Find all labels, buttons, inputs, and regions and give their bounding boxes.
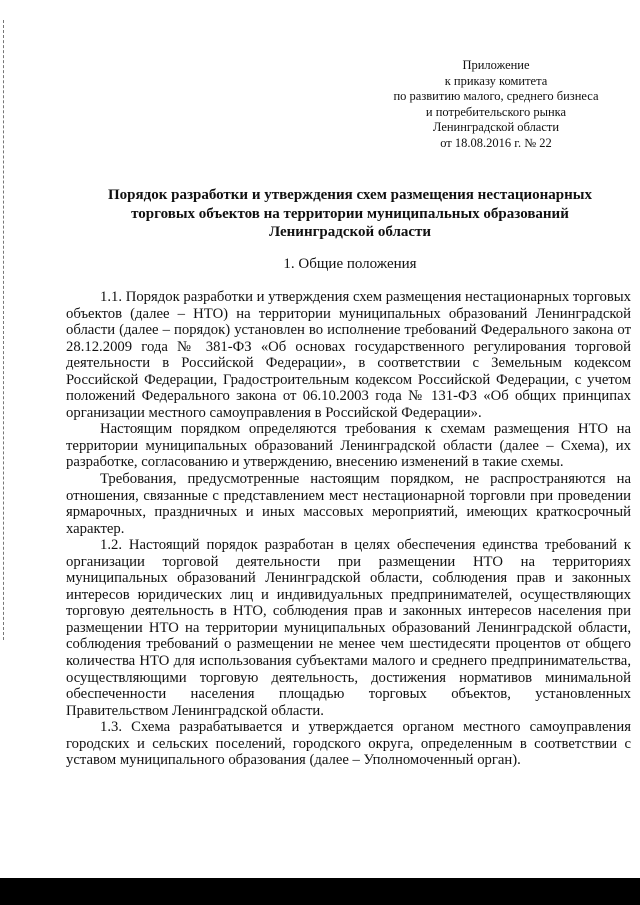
paragraph: 1.2. Настоящий порядок разработан в целях обеспечения единства требований к организации торговой деятельности при размещении НТО на территориях муниципальных образований Ленинградской области, соблюдения прав и законных интересов юридических лиц и индивидуальных предпринимателей, осуществляющих торговую деятельность в НТО, соблюдения прав и законных интересов населения при размещении НТО на территории муниципальных образований Ленинградской области, соблюдения требований о размещении не менее чем шестидесяти процентов от общего количества НТО для использования субъектами малого и среднего предпринимательства, осуществляющими торговую деятельность, достижения нормативов минимальной обеспеченности населения площадью торговых объектов, установленных Правительством Ленинградской области. xyxy=(66,537,631,719)
scan-bottom-border xyxy=(0,878,640,905)
appendix-line: и потребительского рынка xyxy=(425,104,567,119)
paragraph: Требования, предусмотренные настоящим порядком, не распространяются на отношения, связанные с представлением мест нестационарной торговли при проведении ярмарочных, праздничных и иных массовых мероприятий, имеющих краткосрочный характер. xyxy=(66,471,631,537)
title-line: Порядок разработки и утверждения схем размещения нестационарных xyxy=(108,187,592,203)
appendix-line: Приложение xyxy=(462,58,530,72)
title-line: торговых объектов на территории муниципальных образований xyxy=(131,205,569,222)
paragraph: 1.1. Порядок разработки и утверждения схем размещения нестационарных торговых объектов (далее – НТО) на территории муниципальных образований Ленинградской области (далее – порядок) установлен во исполнение требований Федерального закона от 28.12.2009 года № 381-ФЗ «Об основах государственного регулирования торговой деятельности в Российской Федерации», в соответствии с Земельным кодексом Российской Федерации, Градостроительным кодексом Российской Федерации, с учетом положений Федерального закона от 06.10.2003 года № 131-ФЗ «Об общих принципах организации местного самоуправления в Российской Федерации». xyxy=(66,289,631,421)
appendix-block xyxy=(360,58,632,152)
appendix-line: от 18.08.2016 г. № 22 xyxy=(440,135,552,150)
appendix-line: по развитию малого, среднего бизнеса xyxy=(393,89,599,104)
appendix-line: Ленинградской области xyxy=(432,120,560,135)
appendix-line: к приказу комитета xyxy=(444,73,548,88)
document-body xyxy=(66,289,631,769)
title-line: Ленинградской области xyxy=(268,224,432,241)
section-heading: 1. Общие положения xyxy=(283,256,417,272)
paragraph: 1.3. Схема разрабатывается и утверждается органом местного самоуправления городских и сельских поселений, городского округа, определенным в соответствии с уставом муниципального образования (далее – Уполномоченный орган). xyxy=(66,719,631,769)
paragraph: Настоящим порядком определяются требования к схемам размещения НТО на территории муниципальных образований Ленинградской области (далее – Схема), их разработке, согласованию и утверждению, внесению изменений в такие схемы. xyxy=(66,421,631,471)
left-margin-dashed-line xyxy=(3,20,4,640)
document-title xyxy=(60,186,640,242)
